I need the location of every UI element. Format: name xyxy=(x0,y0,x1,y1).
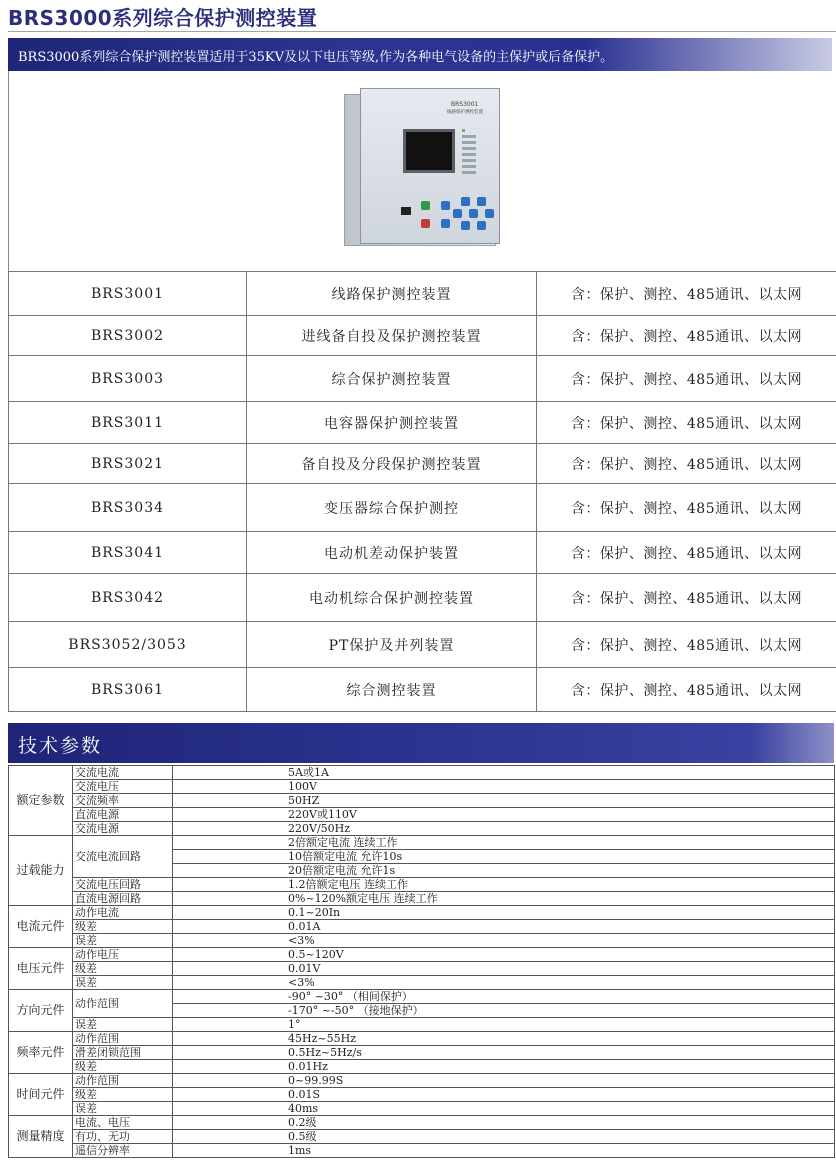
table-row xyxy=(9,402,836,444)
spec-category: 电流元件 xyxy=(9,906,73,948)
spec-item: 动作范围 xyxy=(73,1074,173,1088)
spec-value: 0.01Hz xyxy=(173,1060,835,1074)
table-row xyxy=(9,1032,835,1046)
product-name: 电容器保护测控装置 xyxy=(247,402,537,444)
spec-value: <3% xyxy=(173,934,835,948)
product-name: 电动机差动保护装置 xyxy=(247,532,537,574)
spec-value: 1.2倍额定电压 连续工作 xyxy=(173,878,835,892)
spec-item: 动作电流 xyxy=(73,906,173,920)
spec-category: 测量精度 xyxy=(9,1116,73,1158)
table-row xyxy=(9,1046,835,1060)
spec-value: 45Hz~55Hz xyxy=(173,1032,835,1046)
product-features: 含：保护、测控、485通讯、以太网 xyxy=(537,444,836,484)
spec-value: 0~99.99S xyxy=(173,1074,835,1088)
product-model: BRS3052/3053 xyxy=(9,622,247,668)
spec-value: 0.1~20In xyxy=(173,906,835,920)
product-features: 含：保护、测控、485通讯、以太网 xyxy=(537,622,836,668)
spec-item: 动作范围 xyxy=(73,1032,173,1046)
table-row xyxy=(9,1074,835,1088)
spec-item: 误差 xyxy=(73,1018,173,1032)
device-photo xyxy=(344,88,500,248)
table-row xyxy=(9,356,836,402)
spec-value: 220V/50Hz xyxy=(173,822,835,836)
product-name: PT保护及并列装置 xyxy=(247,622,537,668)
product-features: 含：保护、测控、485通讯、以太网 xyxy=(537,668,836,712)
table-row xyxy=(9,836,835,850)
table-row xyxy=(9,444,836,484)
spec-table xyxy=(8,765,835,1158)
product-name: 线路保护测控装置 xyxy=(247,272,537,316)
spec-item: 直流电源 xyxy=(73,808,173,822)
table-row xyxy=(9,1088,835,1102)
spec-item: 遥信分辨率 xyxy=(73,1144,173,1158)
product-features: 含：保护、测控、485通讯、以太网 xyxy=(537,316,836,356)
product-model: BRS3011 xyxy=(9,402,247,444)
spec-value: 0.2级 xyxy=(173,1116,835,1130)
spec-item: 交流电流 xyxy=(73,766,173,780)
product-model: BRS3003 xyxy=(9,356,247,402)
spec-value: -90° ~30° （相间保护） xyxy=(173,990,835,1004)
spec-item: 交流电压回路 xyxy=(73,878,173,892)
table-row xyxy=(9,878,835,892)
table-row xyxy=(9,808,835,822)
device-port-icon xyxy=(401,207,411,215)
product-model: BRS3061 xyxy=(9,668,247,712)
table-row xyxy=(9,934,835,948)
spec-item: 级差 xyxy=(73,962,173,976)
table-row xyxy=(9,1102,835,1116)
spec-value: -170° ~-50° （接地保护） xyxy=(173,1004,835,1018)
spec-value: <3% xyxy=(173,976,835,990)
table-row xyxy=(9,272,836,316)
product-model: BRS3002 xyxy=(9,316,247,356)
spec-item: 交流电源 xyxy=(73,822,173,836)
product-name: 备自投及分段保护测控装置 xyxy=(247,444,537,484)
product-name: 综合测控装置 xyxy=(247,668,537,712)
spec-item: 动作电压 xyxy=(73,948,173,962)
table-row xyxy=(9,920,835,934)
spec-value: 1° xyxy=(173,1018,835,1032)
spec-item: 动作范围 xyxy=(73,990,173,1018)
table-row xyxy=(9,976,835,990)
spec-item: 交流频率 xyxy=(73,794,173,808)
spec-value: 0.5~120V xyxy=(173,948,835,962)
spec-item: 级差 xyxy=(73,920,173,934)
spec-value: 40ms xyxy=(173,1102,835,1116)
product-features: 含：保护、测控、485通讯、以太网 xyxy=(537,574,836,622)
spec-value: 5A或1A xyxy=(173,766,835,780)
table-row xyxy=(9,574,836,622)
spec-value: 1ms xyxy=(173,1144,835,1158)
product-name: 变压器综合保护测控 xyxy=(247,484,537,532)
product-name: 综合保护测控装置 xyxy=(247,356,537,402)
table-row xyxy=(9,1116,835,1130)
spec-value: 0.01V xyxy=(173,962,835,976)
spec-value: 100V xyxy=(173,780,835,794)
product-model: BRS3001 xyxy=(9,272,247,316)
product-name: 进线备自投及保护测控装置 xyxy=(247,316,537,356)
spec-value: 2倍额定电流 连续工作 xyxy=(173,836,835,850)
spec-category: 额定参数 xyxy=(9,766,73,836)
table-row xyxy=(9,892,835,906)
product-model: BRS3034 xyxy=(9,484,247,532)
device-model-label: BRS3001 xyxy=(451,101,479,108)
table-row xyxy=(9,906,835,920)
device-subtitle-label: 线路保护测控装置 xyxy=(447,110,483,115)
table-row xyxy=(9,990,835,1004)
spec-value: 0.5级 xyxy=(173,1130,835,1144)
table-row xyxy=(9,1144,835,1158)
table-row xyxy=(9,316,836,356)
title-divider xyxy=(8,31,836,32)
spec-category: 频率元件 xyxy=(9,1032,73,1074)
product-features: 含：保护、测控、485通讯、以太网 xyxy=(537,272,836,316)
spec-value: 20倍额定电流 允许1s xyxy=(173,864,835,878)
device-lcd-screen xyxy=(403,129,455,173)
table-row xyxy=(9,794,835,808)
spec-item: 误差 xyxy=(73,1102,173,1116)
device-front-panel xyxy=(360,88,500,244)
spec-value: 0.01A xyxy=(173,920,835,934)
spec-value: 220V或110V xyxy=(173,808,835,822)
spec-value: 50HZ xyxy=(173,794,835,808)
table-row xyxy=(9,822,835,836)
spec-category: 电压元件 xyxy=(9,948,73,990)
spec-value: 0.01S xyxy=(173,1088,835,1102)
spec-category: 过载能力 xyxy=(9,836,73,906)
spec-value: 10倍额定电流 允许10s xyxy=(173,850,835,864)
spec-item: 误差 xyxy=(73,934,173,948)
spec-category: 方向元件 xyxy=(9,990,73,1032)
table-row xyxy=(9,668,836,712)
product-model: BRS3041 xyxy=(9,532,247,574)
spec-item: 电流、电压 xyxy=(73,1116,173,1130)
table-row xyxy=(9,1060,835,1074)
product-table xyxy=(8,271,836,712)
table-row xyxy=(9,766,835,780)
product-features: 含：保护、测控、485通讯、以太网 xyxy=(537,356,836,402)
spec-item: 交流电压 xyxy=(73,780,173,794)
tech-params-header xyxy=(8,723,834,763)
table-row xyxy=(9,962,835,976)
table-row xyxy=(9,484,836,532)
device-keypad xyxy=(421,201,501,237)
spec-item: 级差 xyxy=(73,1060,173,1074)
spec-item: 交流电流回路 xyxy=(73,836,173,878)
product-model: BRS3042 xyxy=(9,574,247,622)
table-row xyxy=(9,1130,835,1144)
spec-value: 0%~120%额定电压 连续工作 xyxy=(173,892,835,906)
product-features: 含：保护、测控、485通讯、以太网 xyxy=(537,402,836,444)
spec-item: 级差 xyxy=(73,1088,173,1102)
tech-params-title: 技术参数 xyxy=(18,735,103,757)
table-row xyxy=(9,948,835,962)
table-row xyxy=(9,622,836,668)
table-row xyxy=(9,532,836,574)
page-title: BRS3000系列综合保护测控装置 xyxy=(8,6,318,30)
spec-item: 直流电源回路 xyxy=(73,892,173,906)
table-row xyxy=(9,1018,835,1032)
device-indicator-leds xyxy=(462,129,482,177)
spec-item: 有功、无功 xyxy=(73,1130,173,1144)
product-model: BRS3021 xyxy=(9,444,247,484)
spec-item: 滑差闭锁范围 xyxy=(73,1046,173,1060)
intro-banner xyxy=(8,38,832,71)
spec-value: 0.5Hz~5Hz/s xyxy=(173,1046,835,1060)
product-features: 含：保护、测控、485通讯、以太网 xyxy=(537,532,836,574)
product-features: 含：保护、测控、485通讯、以太网 xyxy=(537,484,836,532)
intro-text: BRS3000系列综合保护测控装置适用于35KV及以下电压等级,作为各种电气设备的主保护或后备保护。 xyxy=(18,50,614,65)
table-row xyxy=(9,780,835,794)
spec-item: 误差 xyxy=(73,976,173,990)
spec-category: 时间元件 xyxy=(9,1074,73,1116)
product-name: 电动机综合保护测控装置 xyxy=(247,574,537,622)
